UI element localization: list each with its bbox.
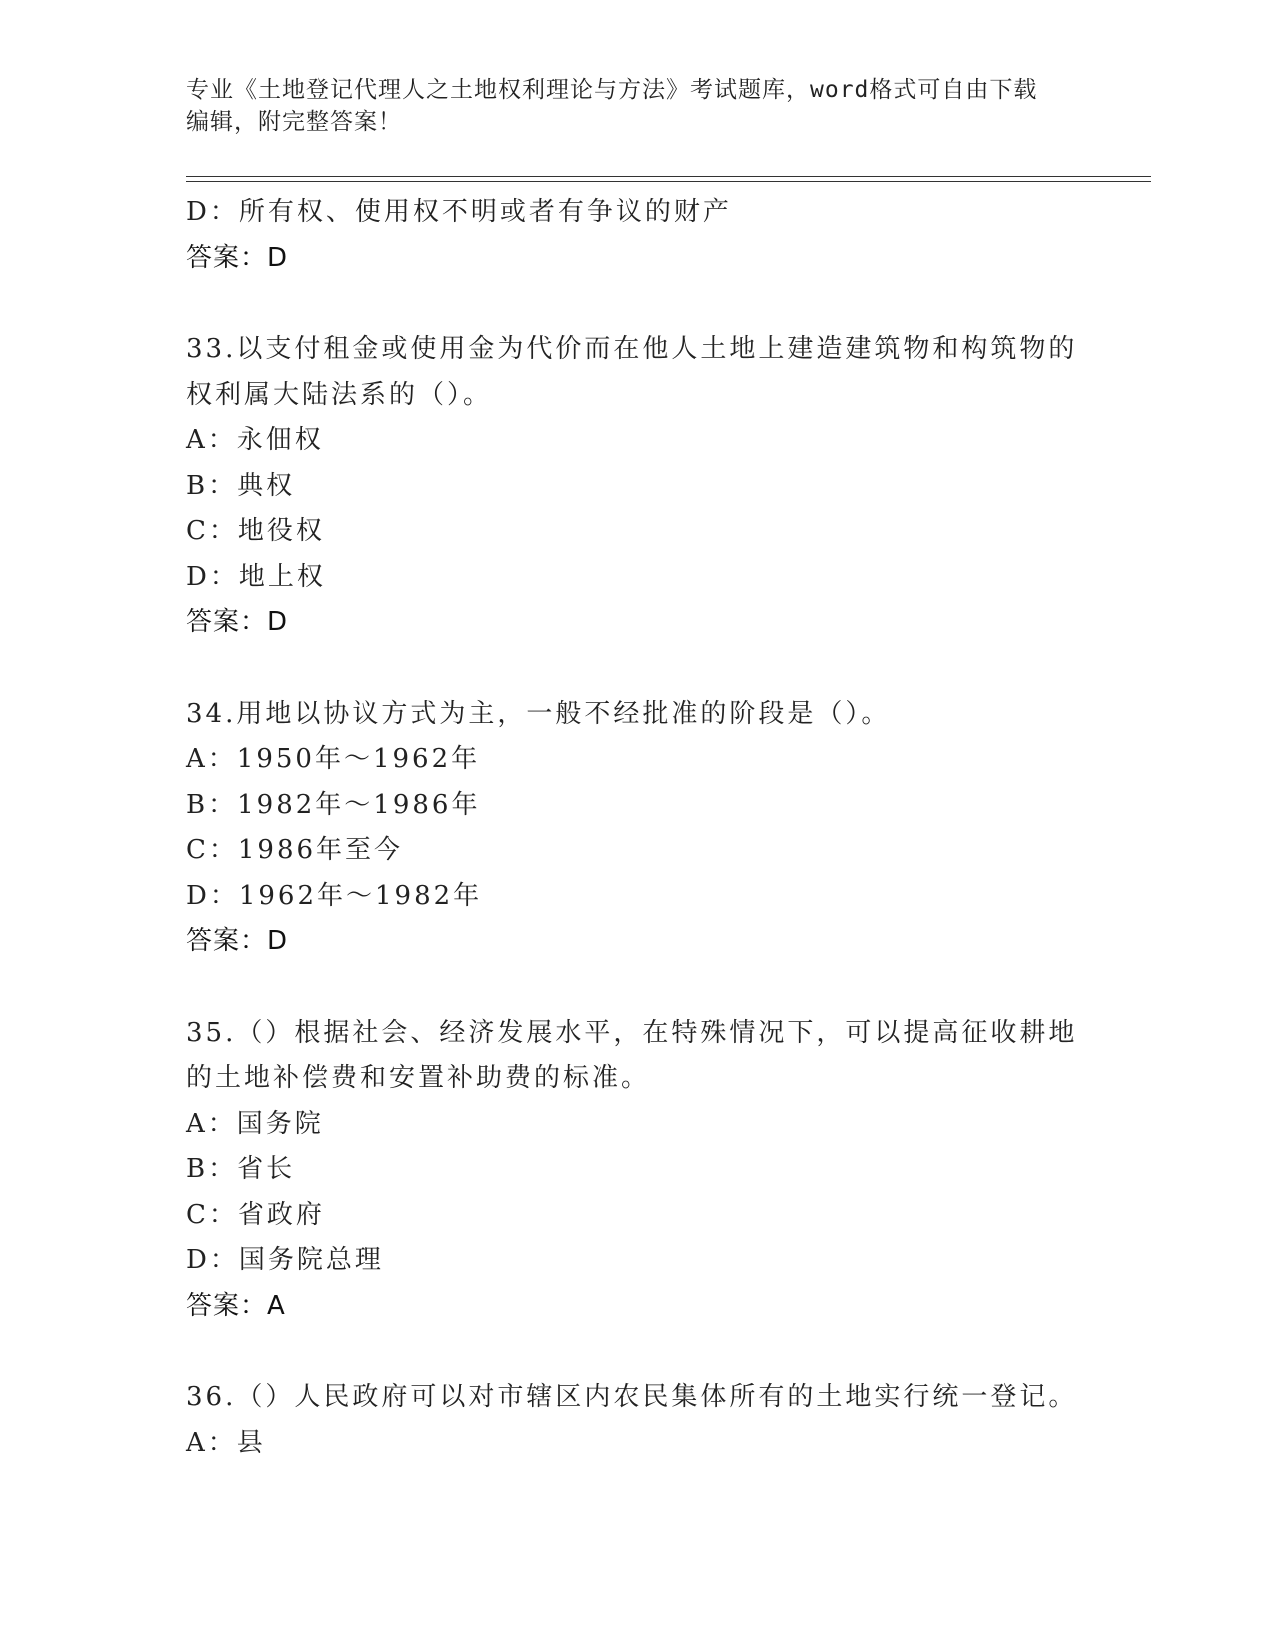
- spacer: [186, 965, 1086, 1011]
- option-c: C：地役权: [186, 516, 325, 546]
- question-block-35: [186, 1011, 1086, 1330]
- question-text-line-1: 34.用地以协议方式为主，一般不经批准的阶段是（）。: [186, 698, 891, 729]
- option-d: D：1962年～1982年: [186, 880, 483, 911]
- option-d: D：国务院总理: [186, 1245, 384, 1275]
- option-c: C：省政府: [186, 1199, 325, 1230]
- question-text-line-2: 的土地补偿费和安置补助费的标准。: [186, 1063, 651, 1093]
- option-a: A：县: [186, 1427, 266, 1458]
- question-list: [186, 190, 1086, 1466]
- question-block-33: [186, 327, 1086, 646]
- header-line-2: 编辑，附完整答案！: [186, 109, 402, 135]
- option-a: A：永佃权: [186, 425, 324, 455]
- spacer: [186, 281, 1086, 327]
- answer-label: 答案：D: [186, 242, 289, 273]
- option-d: D：地上权: [186, 561, 326, 592]
- option-c: C：1986年至今: [186, 835, 404, 865]
- option-a: A：国务院: [186, 1108, 324, 1139]
- answer-label: 答案：D: [186, 926, 289, 956]
- question-text-line-2: 权利属大陆法系的（）。: [186, 379, 493, 410]
- question-block-36: [186, 1375, 1086, 1466]
- question-text-line-1: 35.（）根据社会、经济发展水平，在特殊情况下，可以提高征收耕地: [186, 1017, 1078, 1048]
- option-b: B：1982年～1986年: [186, 789, 481, 820]
- question-block-prev: [186, 190, 1086, 281]
- page-header: [186, 74, 1066, 138]
- header-rule-thin: [186, 181, 1151, 182]
- question-text-line-1: 33.以支付租金或使用金为代价而在他人土地上建造建筑物和构筑物的: [186, 334, 1078, 364]
- option-a: A：1950年～1962年: [186, 744, 481, 774]
- spacer: [186, 646, 1086, 692]
- option-b: B：典权: [186, 470, 296, 501]
- question-text-line-1: 36.（）人民政府可以对市辖区内农民集体所有的土地实行统一登记。: [186, 1382, 1078, 1412]
- header-line-1: 专业《土地登记代理人之土地权利理论与方法》考试题库，word格式可自由下载: [186, 77, 1038, 103]
- answer-label: 答案：A: [186, 1290, 286, 1321]
- option-b: B：省长: [186, 1154, 296, 1184]
- answer-label: 答案：D: [186, 607, 289, 637]
- spacer: [186, 1329, 1086, 1375]
- option-d: D：所有权、使用权不明或者有争议的财产: [186, 197, 732, 227]
- question-block-34: [186, 692, 1086, 965]
- header-rule-thick: [186, 176, 1151, 177]
